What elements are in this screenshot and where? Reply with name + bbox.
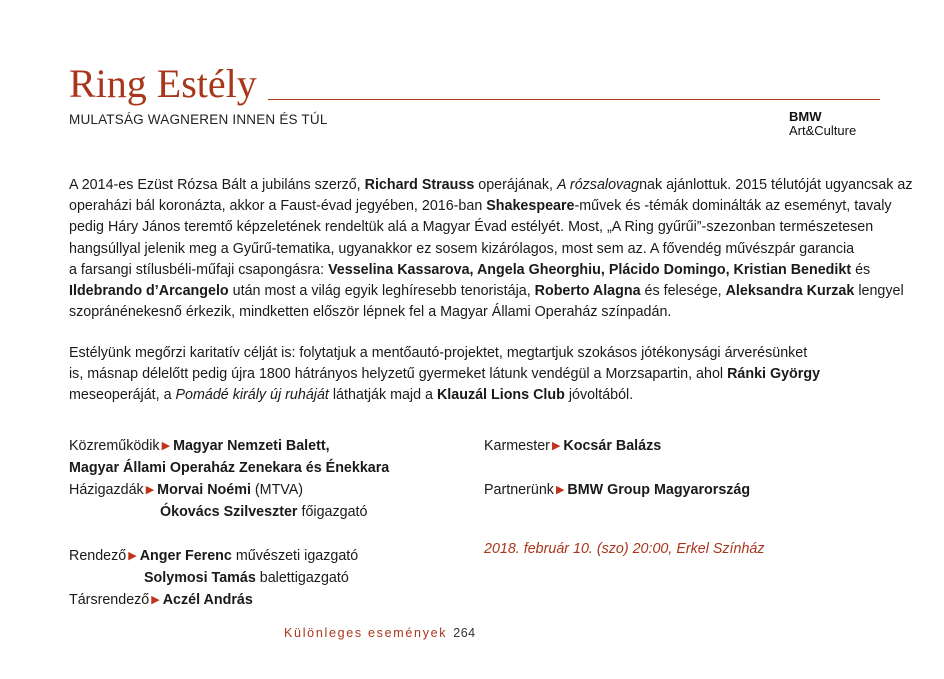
- brand-line-1: BMW: [789, 109, 822, 124]
- charity-paragraph: [69, 343, 889, 407]
- bmw-art-culture-logo: [789, 110, 856, 137]
- paragraph-line: is, másnap délelőtt pedig újra 1800 hátrányos helyzetű gyermeket látunk vendégül a Morzsapartin, ahol Ránki György: [69, 366, 821, 383]
- page-subtitle: MULATSÁG WAGNEREN INNEN ÉS TÚL: [69, 112, 328, 127]
- paragraph-line: hangsúllyal jelenik meg a Gyűrű-tematika, ugyanakkor ez sosem kizárólagos, most sem az. A fővendég művészpár garancia: [69, 240, 855, 257]
- credit-rendezo: Rendező ▶ Anger Ferenc művészeti igazgató: [69, 548, 359, 564]
- page-title: Ring Estély: [69, 61, 257, 106]
- paragraph-line: szopránénekesnő érkezik, mindketten először lépnek fel a Magyar Állami Operaház színpadán.: [69, 304, 672, 321]
- event-date-venue: 2018. február 10. (szo) 20:00, Erkel Színház: [484, 541, 765, 557]
- credit-kozremukodik-cont: Magyar Állami Operaház Zenekara és Énekkara: [69, 460, 390, 476]
- brand-line-2: Art&Culture: [789, 122, 857, 138]
- credit-spacer: [69, 523, 389, 545]
- page-number: 264: [453, 626, 476, 640]
- credits-right-column: [484, 435, 750, 501]
- credit-kozremukodik: Közreműködik ▶ Magyar Nemzeti Balett,: [69, 438, 330, 454]
- page-footer: [284, 626, 476, 640]
- credit-hazigazdak: Házigazdák ▶ Morvai Noémi (MTVA): [69, 482, 304, 498]
- credit-tarsrendezo: Társrendező ▶ Aczél András: [69, 592, 253, 608]
- paragraph-line: Ildebrando d’Arcangelo után most a világ egyik leghíresebb tenoristája, Roberto Alagna és felesége, Aleksandra Kurzak lengyel: [69, 283, 904, 300]
- triangle-right-icon: ▶: [555, 484, 565, 496]
- credit-hazigazdak-cont: Ókovács Szilveszter főigazgató: [160, 504, 368, 520]
- paragraph-line: pedig Háry János teremtő képzeletének rendeltük alá a Magyar Évad estélyét. Most, „A Ring gyűrűi”-szezonban természetesen: [69, 219, 874, 236]
- paragraph-line: meseoperáját, a Pomádé király új ruháját láthatják majd a Klauzál Lions Club jóvoltából.: [69, 387, 634, 404]
- credit-spacer: [484, 457, 750, 479]
- paragraph-line: Estélyünk megőrzi karitatív célját is: folytatjuk a mentőautó-projektet, megtartjuk szokásos jótékonysági árverésünket: [69, 345, 808, 361]
- triangle-right-icon: ▶: [551, 440, 561, 452]
- triangle-right-icon: ▶: [151, 594, 160, 606]
- credit-karmester: Karmester ▶ Kocsár Balázs: [484, 438, 662, 454]
- triangle-right-icon: ▶: [161, 440, 171, 452]
- credits-left-column: [69, 435, 389, 611]
- credit-partner: Partnerünk ▶ BMW Group Magyarország: [484, 482, 751, 498]
- paragraph-line: a farsangi stílusbéli-műfaji csapongásra: Vesselina Kassarova, Angela Gheorghiu, Plácido Domingo, Kristian Benedikt és: [69, 261, 871, 278]
- title-divider: [268, 99, 880, 100]
- triangle-right-icon: ▶: [145, 484, 155, 496]
- triangle-right-icon: ▶: [128, 550, 137, 562]
- paragraph-line: operaházi bál koronázta, akkor a Faust-évad jegyében, 2016-ban Shakespeare-művek és -témák dominálták az eseményt, tavaly: [69, 198, 892, 215]
- paragraph-line: A 2014-es Ezüst Rózsa Bált a jubiláns szerző, Richard Strauss operájának, A rózsalovagnak ajánlottuk. 2015 télutóját ugyancsak az: [69, 177, 913, 193]
- footer-section: Különleges események: [284, 626, 448, 640]
- credit-rendezo-cont: Solymosi Tamás balettigazgató: [144, 570, 349, 586]
- intro-paragraph: [69, 175, 913, 323]
